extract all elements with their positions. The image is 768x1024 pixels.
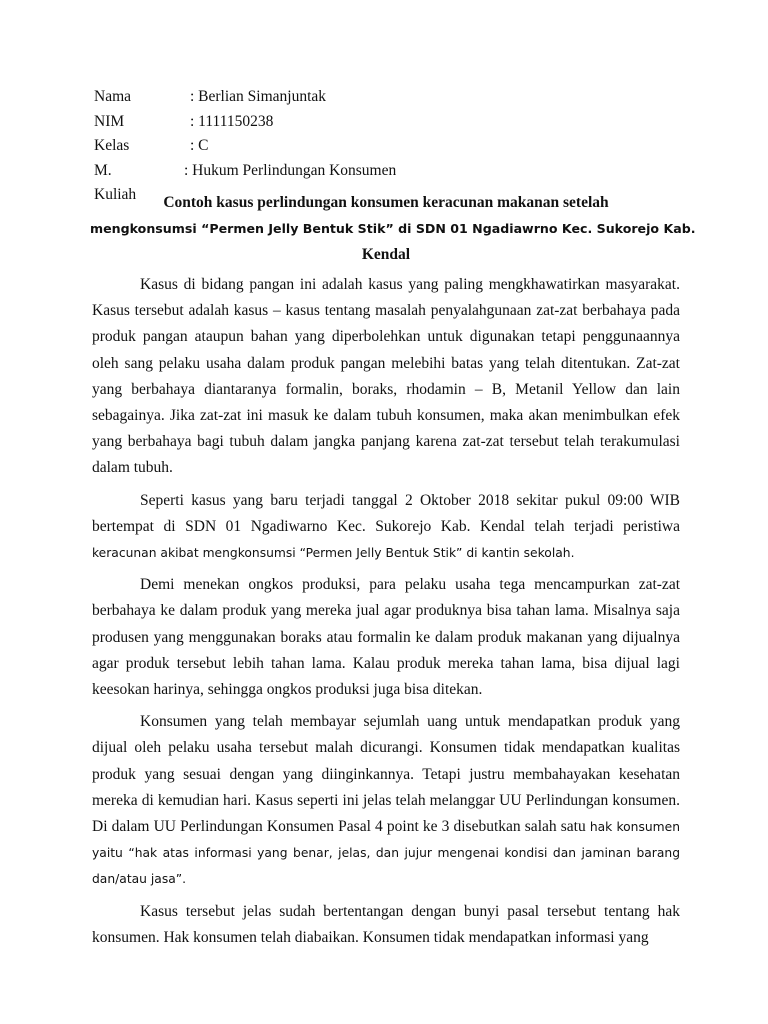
paragraph-3: Demi menekan ongkos produksi, para pelaku usaha tega mencampurkan zat-zat berbahaya ke dalam produk yang mereka jual agar produknya bisa tahan lama. Misalnya saja produsen yang menggunakan boraks atau formalin ke dalam produk makanan yang dijualnya agar produk tersebut lebih tahan lama. Kalau produk mereka tahan lama, bisa dijual lagi keesokan harinya, sehingga ongkos produksi juga bisa ditekan. xyxy=(92,576,680,699)
document-title xyxy=(90,190,696,268)
paragraph-1: Kasus di bidang pangan ini adalah kasus yang paling mengkhawatirkan masyarakat. Kasus tersebut adalah kasus – kasus tentang masalah penyalahgunaan zat-zat berbahaya pada produk pangan ataupun bahan yang diperbolehkan untuk digunakan tetapi penggunaannya oleh sang pelaku usaha dalam produk pangan melebihi batas yang telah ditentukan. Zat-zat yang berbahaya diantaranya formalin, boraks, rhodamin – B, Metanil Yellow dan lain sebagainya. Jika zat-zat ini masuk ke dalam tubuh konsumen, maka akan menimbulkan efek yang berbahaya bagi tubuh dalam jangka panjang karena zat-zat tersebut telah terakumulasi dalam tubuh. xyxy=(92,276,680,477)
info-value: : C xyxy=(190,137,209,154)
info-value: : 1111150238 xyxy=(190,112,274,130)
info-value: : Hukum Perlindungan Konsumen xyxy=(184,161,397,179)
title-line-3: Kendal xyxy=(361,246,411,263)
paragraph-4 xyxy=(92,709,680,892)
info-label: M. Kuliah xyxy=(94,161,137,203)
paragraph-2-text: Seperti kasus yang baru terjadi tanggal 2 Oktober 2018 sekitar pukul 09:00 WIB bertempat di SDN 01 Ngadiwarno Kec. Sukorejo Kab. Kendal telah terjadi peristiwa xyxy=(92,491,680,535)
paragraph-5: Kasus tersebut jelas sudah bertentangan dengan bunyi pasal tersebut tentang hak konsumen. Hak konsumen telah diabaikan. Konsumen tidak mendapatkan informasi yang xyxy=(92,902,680,946)
info-label: NIM xyxy=(94,112,125,130)
document-body xyxy=(92,272,680,957)
paragraph-4-text: Konsumen yang telah membayar sejumlah uang untuk mendapatkan produk yang dijual oleh pelaku usaha tersebut malah dicurangi. Konsumen tidak mendapatkan kualitas produk yang sesuai dengan yang diinginkannya. Tetapi justru membahayakan kesehatan mereka di kemudian hari. Kasus seperti ini jelas telah melanggar UU Perlindungan konsumen. Di dalam UU Perlindungan Konsumen Pasal 4 point ke 3 disebutkan salah satu xyxy=(92,713,680,836)
title-line-1: Contoh kasus perlindungan konsumen keracunan makanan setelah xyxy=(163,194,609,211)
info-value: : Berlian Simanjuntak xyxy=(190,88,327,105)
paragraph-2-tail: keracunan akibat mengkonsumsi “Permen Jelly Bentuk Stik” di kantin sekolah. xyxy=(92,546,575,561)
paragraph-2 xyxy=(92,488,680,567)
info-label: Kelas xyxy=(94,137,130,154)
title-line-2: mengkonsumsi “Permen Jelly Bentuk Stik” di SDN 01 Ngadiawrno Kec. Sukorejo Kab. xyxy=(90,221,696,236)
info-label: Nama xyxy=(94,88,132,105)
paragraph-4-quote: hak konsumen yaitu “hak atas informasi yang benar, jelas, dan jujur mengenai kondisi dan jaminan barang dan/atau jasa”. xyxy=(92,820,680,887)
